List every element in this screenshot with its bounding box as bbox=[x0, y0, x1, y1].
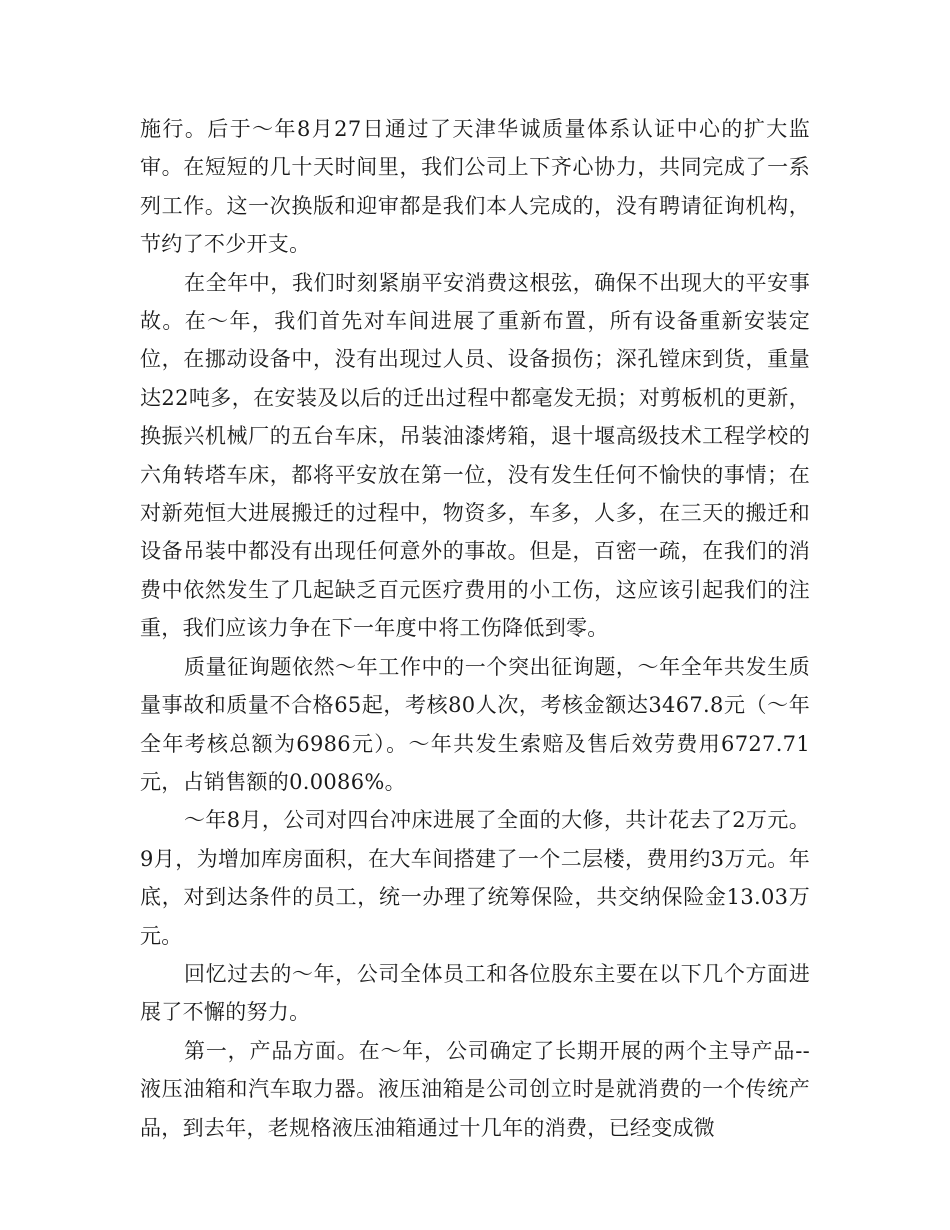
paragraph-6: 第一，产品方面。在～年，公司确定了长期开展的两个主导产品--液压油箱和汽车取力器。液压油箱是公司创立时是就消费的一个传统产品，到去年，老规格液压油箱通过十几年的消费，已经变成微 bbox=[140, 1038, 810, 1140]
paragraph-1: 施行。后于～年8月27日通过了天津华诚质量体系认证中心的扩大监审。在短短的几十天时间里，我们公司上下齐心协力，共同完成了一系列工作。这一次换版和迎审都是我们本人完成的，没有聘请征询机构，节约了不少开支。 bbox=[140, 117, 810, 257]
document-body bbox=[140, 110, 810, 1147]
paragraph-4: ～年8月，公司对四台冲床进展了全面的大修，共计花去了2万元。9月，为增加库房面积，在大车间搭建了一个二层楼，费用约3万元。年底，对到达条件的员工，统一办理了统筹保险，共交纳保险金13.03万元。 bbox=[140, 808, 811, 948]
paragraph-5: 回忆过去的～年，公司全体员工和各位股东主要在以下几个方面进展了不懈的努力。 bbox=[140, 961, 810, 1025]
paragraph-2: 在全年中，我们时刻紧崩平安消费这根弦，确保不出现大的平安事故。在～年，我们首先对车间进展了重新布置，所有设备重新安装定位，在挪动设备中，没有出现过人员、设备损伤；深孔镗床到货，重量达22吨多，在安装及以后的迁出过程中都毫发无损；对剪板机的更新，换振兴机械厂的五台车床，吊装油漆烤箱，退十堰高级技术工程学校的六角转塔车床，都将平安放在第一位，没有发生任何不愉快的事情；在对新苑恒大进展搬迁的过程中，物资多，车多，人多，在三天的搬迁和设备吊装中都没有出现任何意外的事故。但是，百密一疏，在我们的消费中依然发生了几起缺乏百元医疗费用的小工伤，这应该引起我们的注重，我们应该力争在下一年度中将工伤降低到零。 bbox=[140, 270, 810, 641]
paragraph-3: 质量征询题依然～年工作中的一个突出征询题，～年全年共发生质量事故和质量不合格65起，考核80人次，考核金额达3467.8元（～年全年考核总额为6986元）。～年共发生索赔及售后效劳费用6727.71元，占销售额的0.0086%。 bbox=[140, 654, 810, 794]
